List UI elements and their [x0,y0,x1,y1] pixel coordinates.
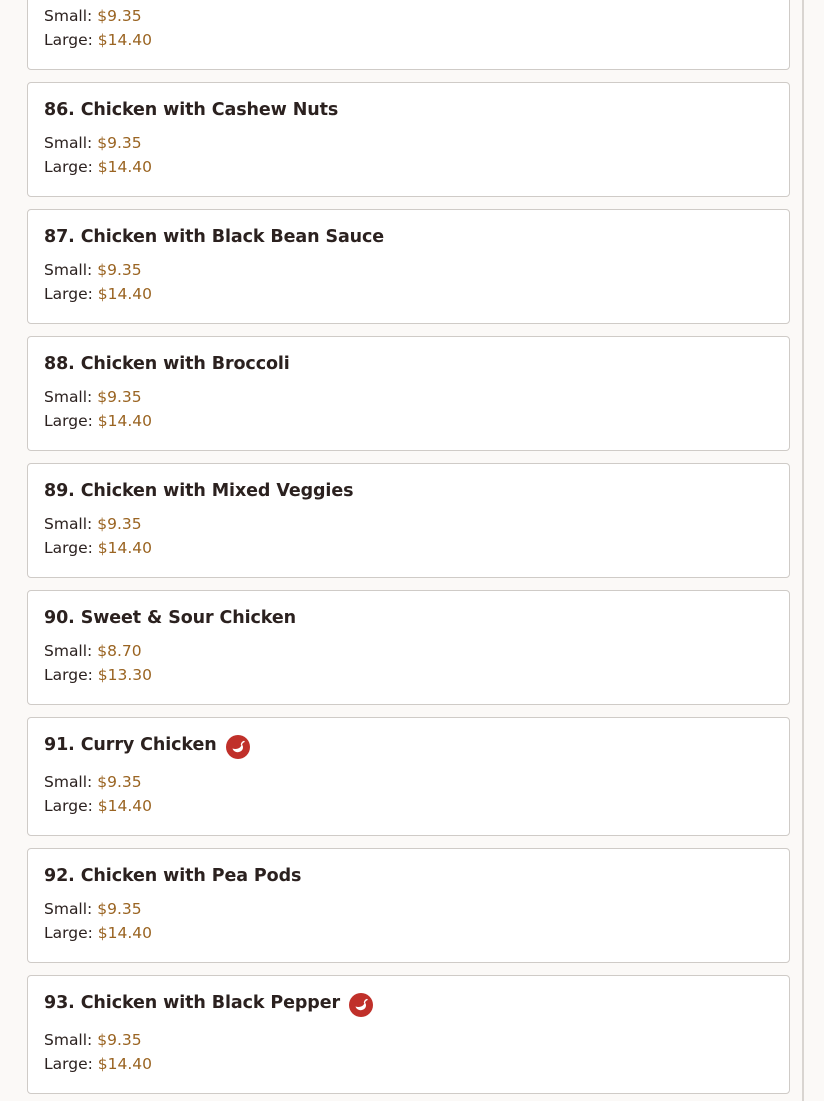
large-price: $14.40 [97,285,153,303]
menu-item-card[interactable] [27,336,790,451]
small-label: Small: [44,900,93,918]
large-price-line [44,539,152,557]
chili-pepper-icon [349,993,373,1017]
item-title-row [44,992,373,1014]
menu-item-card[interactable] [27,848,790,963]
item-title: 92. Chicken with Pea Pods [44,866,302,886]
large-price-line [44,924,152,942]
small-price: $9.35 [97,515,142,533]
large-price-line [44,31,152,49]
small-price: $9.35 [97,900,142,918]
large-label: Large: [44,31,93,49]
small-price: $9.35 [97,134,142,152]
item-title-row [44,99,338,121]
large-price: $13.30 [97,666,153,684]
menu-item-card[interactable] [27,209,790,324]
small-price: $9.35 [97,388,142,406]
large-price: $14.40 [97,924,153,942]
small-label: Small: [44,773,93,791]
small-label: Small: [44,1031,93,1049]
menu-item-card[interactable] [27,590,790,705]
large-label: Large: [44,158,93,176]
small-price-line [44,1031,142,1049]
item-title-row [44,480,353,502]
small-label: Small: [44,261,93,279]
menu-item-card[interactable] [27,0,790,70]
small-label: Small: [44,134,93,152]
small-price-line [44,261,142,279]
menu-item-card[interactable] [27,717,790,836]
item-title-row [44,607,296,629]
item-title-row [44,865,301,887]
large-price: $14.40 [97,539,153,557]
item-title: 87. Chicken with Black Bean Sauce [44,227,385,247]
item-title: 88. Chicken with Broccoli [44,354,290,374]
item-title: 93. Chicken with Black Pepper [44,993,341,1013]
large-price-line [44,1055,152,1073]
large-price-line [44,285,152,303]
page-edge-divider [802,0,804,1101]
large-price-line [44,797,152,815]
menu-item-card[interactable] [27,975,790,1094]
large-price-line [44,666,152,684]
menu-item-card[interactable] [27,463,790,578]
large-label: Large: [44,539,93,557]
large-price: $14.40 [97,797,153,815]
large-label: Large: [44,285,93,303]
small-price-line [44,773,142,791]
small-label: Small: [44,515,93,533]
large-price-line [44,412,152,430]
small-price: $9.35 [97,773,142,791]
large-price-line [44,158,152,176]
item-title-row [44,226,384,248]
small-price-line [44,900,142,918]
item-title: 90. Sweet & Sour Chicken [44,608,296,628]
large-label: Large: [44,1055,93,1073]
item-title: 89. Chicken with Mixed Veggies [44,481,354,501]
small-price: $9.35 [97,1031,142,1049]
small-price-line [44,388,142,406]
item-title: 86. Chicken with Cashew Nuts [44,100,339,120]
chili-pepper-icon [226,735,250,759]
small-price: $9.35 [97,261,142,279]
large-label: Large: [44,924,93,942]
menu-item-card[interactable] [27,82,790,197]
small-label: Small: [44,7,93,25]
item-title-row [44,734,250,756]
item-title-row [44,353,290,375]
large-price: $14.40 [97,412,153,430]
item-title: 91. Curry Chicken [44,735,217,755]
small-price-line [44,134,142,152]
small-price-line [44,515,142,533]
small-price-line [44,642,142,660]
large-price: $14.40 [97,158,153,176]
large-label: Large: [44,412,93,430]
small-price: $9.35 [97,7,142,25]
small-price-line [44,7,142,25]
small-price: $8.70 [97,642,142,660]
small-label: Small: [44,388,93,406]
large-label: Large: [44,666,93,684]
large-price: $14.40 [97,31,153,49]
large-label: Large: [44,797,93,815]
large-price: $14.40 [97,1055,153,1073]
small-label: Small: [44,642,93,660]
